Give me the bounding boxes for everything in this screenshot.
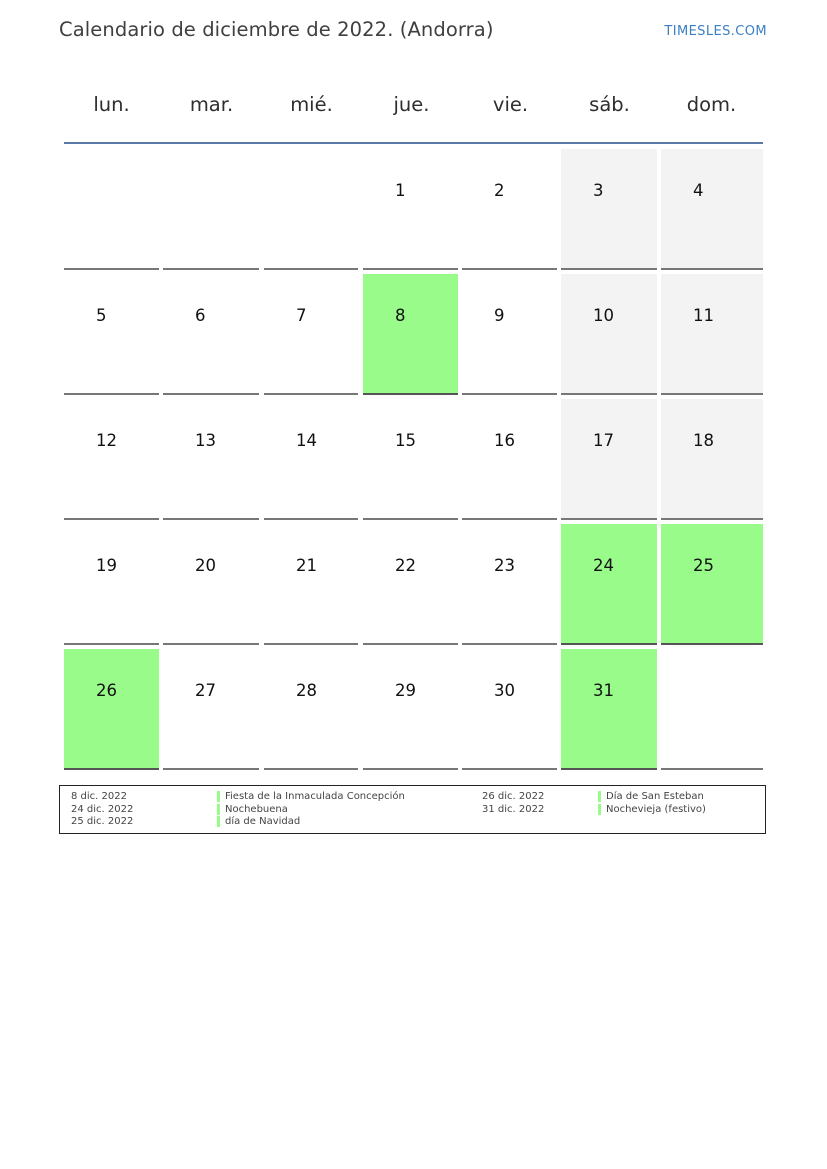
day-cell-3	[561, 149, 657, 270]
day-number: 9	[494, 306, 505, 325]
day-number: 28	[296, 681, 317, 700]
legend-holiday-name: Nochevieja (festivo)	[606, 804, 706, 815]
cell-bottom-rule	[264, 768, 358, 770]
legend-holiday-name: Nochebuena	[225, 804, 288, 815]
legend-date: 24 dic. 2022	[71, 804, 134, 815]
cell-bottom-rule	[561, 393, 657, 395]
day-cell-27	[163, 649, 259, 770]
cell-bottom-rule	[462, 768, 557, 770]
day-number: 25	[693, 556, 714, 575]
weekday-fri: vie.	[492, 93, 529, 116]
day-cell-9	[462, 274, 557, 395]
day-cell-14	[264, 399, 358, 520]
cell-bottom-rule	[462, 518, 557, 520]
cell-bottom-rule	[163, 768, 259, 770]
day-number: 18	[693, 431, 714, 450]
day-number: 13	[195, 431, 216, 450]
cell-bottom-rule	[163, 393, 259, 395]
day-number: 12	[96, 431, 117, 450]
cell-bottom-rule	[661, 268, 763, 270]
day-cell-26	[64, 649, 159, 770]
weekday-sun: dom.	[686, 93, 737, 116]
cell-bottom-rule	[264, 268, 358, 270]
weekday-wed: mié.	[290, 93, 333, 116]
day-cell-31	[561, 649, 657, 770]
day-number: 5	[96, 306, 107, 325]
day-cell-7	[264, 274, 358, 395]
weekday-mon: lun.	[93, 93, 130, 116]
day-number: 21	[296, 556, 317, 575]
cell-bottom-rule	[163, 643, 259, 645]
day-number: 1	[395, 181, 406, 200]
day-cell-11	[661, 274, 763, 395]
weekday-tue: mar.	[189, 93, 234, 116]
day-number: 27	[195, 681, 216, 700]
day-number: 26	[96, 681, 117, 700]
cell-bottom-rule	[264, 393, 358, 395]
day-cell-30	[462, 649, 557, 770]
day-number: 16	[494, 431, 515, 450]
cell-bottom-rule	[64, 768, 159, 770]
empty-day-cell	[264, 149, 358, 270]
cell-bottom-rule	[561, 643, 657, 645]
day-cell-8	[363, 274, 458, 395]
day-number: 19	[96, 556, 117, 575]
day-number: 10	[593, 306, 614, 325]
day-cell-17	[561, 399, 657, 520]
day-cell-28	[264, 649, 358, 770]
day-number: 20	[195, 556, 216, 575]
empty-day-cell	[661, 649, 763, 770]
day-cell-1	[363, 149, 458, 270]
day-cell-18	[661, 399, 763, 520]
weekday-sat: sáb.	[589, 93, 630, 116]
cell-bottom-rule	[363, 768, 458, 770]
empty-day-cell	[64, 149, 159, 270]
day-cell-13	[163, 399, 259, 520]
cell-bottom-rule	[363, 643, 458, 645]
day-cell-19	[64, 524, 159, 645]
cell-bottom-rule	[64, 518, 159, 520]
legend-color-marker	[598, 791, 601, 802]
cell-bottom-rule	[661, 768, 763, 770]
day-cell-20	[163, 524, 259, 645]
day-number: 30	[494, 681, 515, 700]
day-cell-12	[64, 399, 159, 520]
legend-holiday-name: Día de San Esteban	[606, 791, 704, 802]
day-cell-21	[264, 524, 358, 645]
day-cell-22	[363, 524, 458, 645]
day-cell-25	[661, 524, 763, 645]
day-number: 17	[593, 431, 614, 450]
cell-bottom-rule	[363, 268, 458, 270]
day-number: 24	[593, 556, 614, 575]
cell-bottom-rule	[561, 518, 657, 520]
day-number: 23	[494, 556, 515, 575]
cell-bottom-rule	[661, 643, 763, 645]
day-cell-2	[462, 149, 557, 270]
cell-bottom-rule	[462, 393, 557, 395]
empty-day-cell	[163, 149, 259, 270]
holiday-legend	[59, 785, 766, 834]
cell-bottom-rule	[363, 518, 458, 520]
day-cell-6	[163, 274, 259, 395]
cell-bottom-rule	[64, 268, 159, 270]
day-number: 2	[494, 181, 505, 200]
day-number: 14	[296, 431, 317, 450]
cell-bottom-rule	[561, 768, 657, 770]
cell-bottom-rule	[264, 643, 358, 645]
day-number: 4	[693, 181, 704, 200]
day-number: 7	[296, 306, 307, 325]
day-number: 29	[395, 681, 416, 700]
page-title: Calendario de diciembre de 2022. (Andorra)	[59, 18, 494, 41]
day-number: 6	[195, 306, 206, 325]
cell-bottom-rule	[462, 268, 557, 270]
header-divider	[64, 142, 763, 144]
legend-date: 25 dic. 2022	[71, 816, 134, 827]
day-cell-16	[462, 399, 557, 520]
day-cell-10	[561, 274, 657, 395]
day-number: 11	[693, 306, 714, 325]
cell-bottom-rule	[163, 268, 259, 270]
legend-color-marker	[217, 816, 220, 827]
cell-bottom-rule	[462, 643, 557, 645]
day-number: 8	[395, 306, 406, 325]
cell-bottom-rule	[561, 268, 657, 270]
cell-bottom-rule	[264, 518, 358, 520]
legend-date: 26 dic. 2022	[482, 791, 545, 802]
day-number: 15	[395, 431, 416, 450]
day-cell-24	[561, 524, 657, 645]
day-cell-23	[462, 524, 557, 645]
cell-bottom-rule	[661, 393, 763, 395]
legend-color-marker	[598, 804, 601, 815]
legend-color-marker	[217, 804, 220, 815]
day-cell-29	[363, 649, 458, 770]
legend-date: 8 dic. 2022	[71, 791, 127, 802]
cell-bottom-rule	[64, 643, 159, 645]
cell-bottom-rule	[661, 518, 763, 520]
weekday-thu: jue.	[393, 93, 430, 116]
cell-bottom-rule	[363, 393, 458, 395]
cell-bottom-rule	[163, 518, 259, 520]
day-cell-4	[661, 149, 763, 270]
legend-date: 31 dic. 2022	[482, 804, 545, 815]
day-number: 22	[395, 556, 416, 575]
day-number: 3	[593, 181, 604, 200]
legend-holiday-name: día de Navidad	[225, 816, 301, 827]
day-cell-5	[64, 274, 159, 395]
brand-link[interactable]: TIMESLES.COM	[664, 24, 767, 39]
cell-bottom-rule	[64, 393, 159, 395]
day-number: 31	[593, 681, 614, 700]
day-cell-15	[363, 399, 458, 520]
legend-holiday-name: Fiesta de la Inmaculada Concepción	[225, 791, 405, 802]
legend-color-marker	[217, 791, 220, 802]
